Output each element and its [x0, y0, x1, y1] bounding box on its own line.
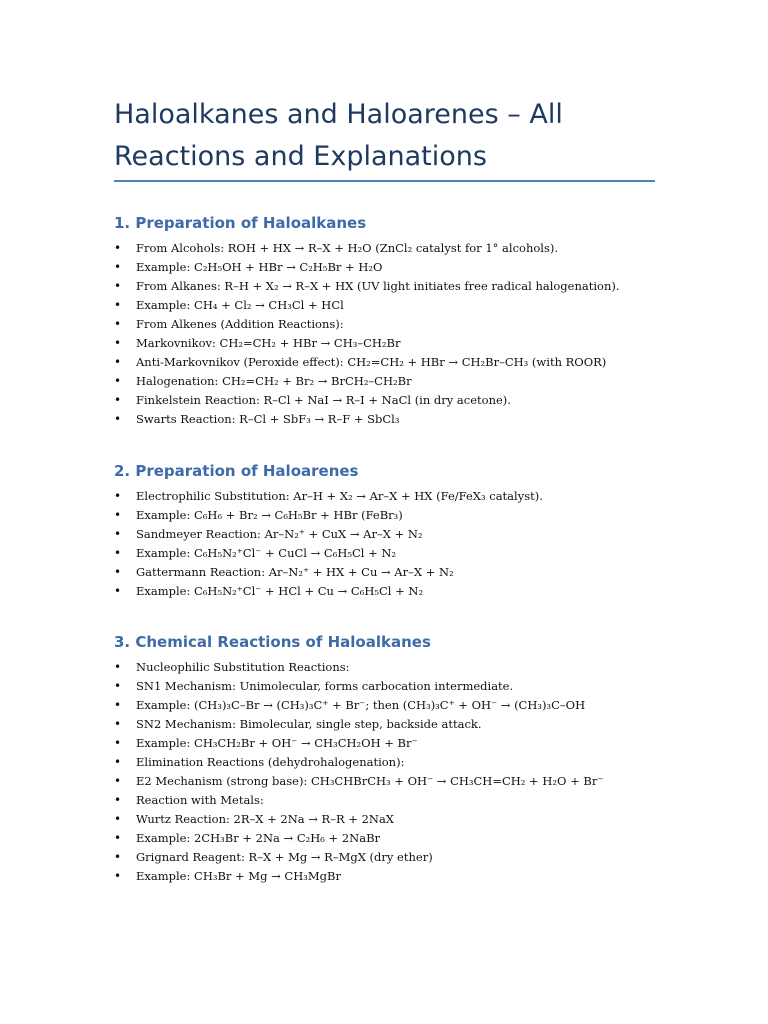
list-item	[114, 582, 674, 601]
bullet-list	[114, 239, 674, 429]
list-item	[114, 315, 674, 334]
list-item	[114, 772, 674, 791]
list-item-text: Example: C₆H₅N₂⁺Cl⁻ + CuCl → C₆H₅Cl + N₂	[136, 546, 397, 560]
bullet-icon: •	[114, 679, 122, 693]
list-item	[114, 391, 674, 410]
bullet-icon: •	[114, 508, 122, 522]
list-item	[114, 658, 674, 677]
list-item	[114, 296, 674, 315]
bullet-icon: •	[114, 793, 122, 807]
list-item-text: E2 Mechanism (strong base): CH₃CHBrCH₃ + OH⁻ → CH₃CH=CH₂ + H₂O + Br⁻	[136, 774, 604, 788]
list-item-text: Example: CH₄ + Cl₂ → CH₃Cl + HCl	[136, 298, 344, 312]
list-item-text: Example: CH₃CH₂Br + OH⁻ → CH₃CH₂OH + Br⁻	[136, 736, 418, 750]
bullet-icon: •	[114, 355, 122, 369]
bullet-icon: •	[114, 774, 122, 788]
list-item-text: Anti-Markovnikov (Peroxide effect): CH₂=CH₂ + HBr → CH₂Br–CH₃ (with ROOR)	[136, 355, 607, 369]
list-item	[114, 353, 674, 372]
list-item	[114, 696, 674, 715]
bullet-icon: •	[114, 717, 122, 731]
bullet-icon: •	[114, 298, 122, 312]
list-item	[114, 867, 674, 886]
list-item-text: Markovnikov: CH₂=CH₂ + HBr → CH₃–CH₂Br	[136, 336, 401, 350]
list-item-text: Example: C₂H₅OH + HBr → C₂H₅Br + H₂O	[136, 260, 383, 274]
list-item-text: Example: 2CH₃Br + 2Na → C₂H₆ + 2NaBr	[136, 831, 381, 845]
bullet-icon: •	[114, 565, 122, 579]
list-item	[114, 753, 674, 772]
bullet-icon: •	[114, 584, 122, 598]
bullet-icon: •	[114, 546, 122, 560]
list-item	[114, 563, 674, 582]
list-item	[114, 525, 674, 544]
bullet-list	[114, 487, 674, 601]
bullet-icon: •	[114, 241, 122, 255]
list-item	[114, 258, 674, 277]
list-item-text: Nucleophilic Substitution Reactions:	[136, 660, 350, 674]
bullet-icon: •	[114, 812, 122, 826]
bullet-icon: •	[114, 869, 122, 883]
list-item-text: Elimination Reactions (dehydrohalogenation):	[136, 755, 405, 769]
list-item	[114, 277, 674, 296]
list-item	[114, 791, 674, 810]
list-item-text: Swarts Reaction: R–Cl + SbF₃ → R–F + SbCl₃	[136, 412, 400, 426]
bullet-icon: •	[114, 489, 122, 503]
section-heading: 2. Preparation of Haloarenes	[114, 462, 359, 480]
list-item	[114, 487, 674, 506]
list-item-text: Electrophilic Substitution: Ar–H + X₂ → Ar–X + HX (Fe/FeX₃ catalyst).	[136, 489, 543, 503]
section-heading: 1. Preparation of Haloalkanes	[114, 214, 367, 232]
list-item-text: Example: CH₃Br + Mg → CH₃MgBr	[136, 869, 341, 883]
section-chemical-reactions-haloalkanes	[114, 632, 674, 886]
list-item	[114, 506, 674, 525]
bullet-icon: •	[114, 393, 122, 407]
bullet-icon: •	[114, 527, 122, 541]
list-item-text: Sandmeyer Reaction: Ar–N₂⁺ + CuX → Ar–X + N₂	[136, 527, 423, 541]
list-item	[114, 239, 674, 258]
list-item	[114, 410, 674, 429]
list-item-text: Grignard Reagent: R–X + Mg → R–MgX (dry ether)	[136, 850, 433, 864]
bullet-icon: •	[114, 279, 122, 293]
list-item	[114, 544, 674, 563]
list-item-text: Wurtz Reaction: 2R–X + 2Na → R–R + 2NaX	[136, 812, 394, 826]
title-underline-rule	[114, 180, 655, 182]
bullet-icon: •	[114, 831, 122, 845]
document-title: Haloalkanes and Haloarenes – All Reactions and Explanations	[114, 99, 563, 172]
list-item-text: From Alkanes: R–H + X₂ → R–X + HX (UV light initiates free radical halogenation).	[136, 279, 620, 293]
bullet-icon: •	[114, 850, 122, 864]
bullet-icon: •	[114, 412, 122, 426]
list-item-text: Gattermann Reaction: Ar–N₂⁺ + HX + Cu → Ar–X + N₂	[136, 565, 454, 579]
bullet-icon: •	[114, 698, 122, 712]
bullet-icon: •	[114, 374, 122, 388]
list-item	[114, 334, 674, 353]
list-item	[114, 715, 674, 734]
list-item-text: From Alcohols: ROH + HX → R–X + H₂O (ZnCl₂ catalyst for 1° alcohols).	[136, 241, 558, 255]
list-item	[114, 848, 674, 867]
bullet-icon: •	[114, 317, 122, 331]
list-item-text: Finkelstein Reaction: R–Cl + NaI → R–I + NaCl (in dry acetone).	[136, 393, 511, 407]
list-item-text: Example: C₆H₆ + Br₂ → C₆H₅Br + HBr (FeBr₃)	[136, 508, 403, 522]
list-item	[114, 372, 674, 391]
bullet-icon: •	[114, 336, 122, 350]
list-item-text: Example: (CH₃)₃C–Br → (CH₃)₃C⁺ + Br⁻; then (CH₃)₃C⁺ + OH⁻ → (CH₃)₃C–OH	[136, 698, 586, 712]
list-item-text: From Alkenes (Addition Reactions):	[136, 317, 344, 331]
section-preparation-haloalkanes	[114, 213, 674, 429]
list-item	[114, 829, 674, 848]
bullet-icon: •	[114, 660, 122, 674]
list-item-text: Example: C₆H₅N₂⁺Cl⁻ + HCl + Cu → C₆H₅Cl + N₂	[136, 584, 424, 598]
list-item-text: SN1 Mechanism: Unimolecular, forms carbocation intermediate.	[136, 679, 514, 693]
bullet-icon: •	[114, 755, 122, 769]
list-item-text: SN2 Mechanism: Bimolecular, single step, backside attack.	[136, 717, 482, 731]
list-item-text: Halogenation: CH₂=CH₂ + Br₂ → BrCH₂–CH₂Br	[136, 374, 412, 388]
bullet-list	[114, 658, 674, 886]
list-item-text: Reaction with Metals:	[136, 793, 264, 807]
bullet-icon: •	[114, 736, 122, 750]
list-item	[114, 734, 674, 753]
bullet-icon: •	[114, 260, 122, 274]
section-preparation-haloarenes	[114, 461, 674, 601]
list-item	[114, 810, 674, 829]
section-heading: 3. Chemical Reactions of Haloalkanes	[114, 633, 431, 651]
list-item	[114, 677, 674, 696]
